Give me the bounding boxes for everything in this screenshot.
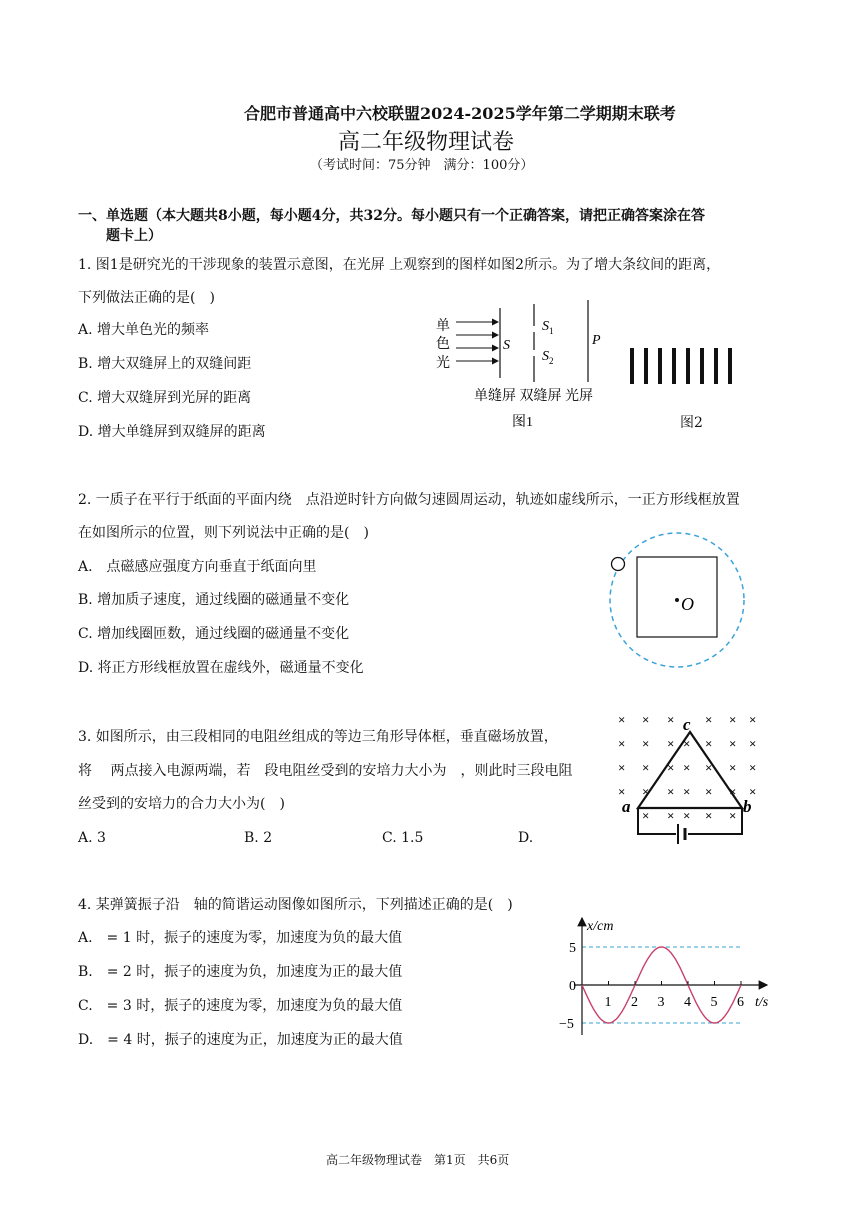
- svg-text:×: ×: [705, 736, 713, 751]
- svg-text:×: ×: [749, 760, 757, 775]
- svg-text:×: ×: [667, 736, 675, 751]
- square-coil: [637, 557, 717, 637]
- q2-stem-line1: 2. 一质子在平行于纸面的平面内绕 点沿逆时针方向做匀速圆周运动，轨迹如虚线所示，一正方形线框放置: [78, 492, 740, 508]
- svg-text:×: ×: [705, 784, 713, 799]
- x-tick-label: 1: [604, 995, 612, 1010]
- q1-stem-line2: 下列做法正确的是( ): [78, 290, 215, 306]
- q1-figure-1: [430, 300, 610, 435]
- q1-figure-2-fringes: [630, 348, 736, 384]
- q1-option-b[interactable]: B. 增大双缝屏上的双缝间距: [78, 356, 252, 372]
- y-tick-label: 5: [569, 941, 576, 956]
- svg-text:×: ×: [729, 784, 737, 799]
- fig2-caption: 图2: [680, 415, 703, 431]
- label-s: S: [503, 338, 510, 353]
- vertex-c-label: c: [683, 715, 691, 734]
- screen-names: 单缝屏 双缝屏 光屏: [474, 389, 593, 404]
- svg-text:×: ×: [705, 760, 713, 775]
- q2-stem-line2: 在如图所示的位置，则下列说法中正确的是( ): [78, 525, 369, 541]
- svg-text:×: ×: [667, 808, 675, 823]
- svg-text:×: ×: [729, 712, 737, 727]
- q2-option-a[interactable]: A. 点磁感应强度方向垂直于纸面向里: [78, 559, 317, 575]
- label-s2: $S_2$: [542, 349, 554, 366]
- y-tick-label: −5: [559, 1017, 574, 1032]
- x-axis-label: t/s: [755, 995, 769, 1010]
- svg-text:×: ×: [642, 808, 650, 823]
- proton: [612, 558, 625, 571]
- source-char-3: 光: [436, 356, 450, 371]
- vertex-b-label: b: [743, 797, 752, 816]
- svg-text:×: ×: [749, 736, 757, 751]
- q3-stem-line1: 3. 如图所示，由三段相同的电阻丝组成的等边三角形导体框，垂直磁场放置，: [78, 729, 558, 745]
- svg-text:×: ×: [642, 784, 650, 799]
- svg-text:×: ×: [618, 736, 626, 751]
- svg-text:×: ×: [642, 736, 650, 751]
- svg-text:×: ×: [705, 808, 713, 823]
- page-footer: 高二年级物理试卷 第1页 共6页: [326, 1153, 510, 1167]
- exam-title: 合肥市普通高中六校联盟2024-2025学年第二学期期末联考: [244, 104, 676, 123]
- subject-title: 高二年级物理试卷: [338, 130, 515, 155]
- svg-text:×: ×: [729, 808, 737, 823]
- q3-option-c[interactable]: C. 1.5: [382, 830, 424, 846]
- svg-text:×: ×: [749, 784, 757, 799]
- svg-text:×: ×: [667, 712, 675, 727]
- svg-text:×: ×: [749, 712, 757, 727]
- label-s1: $S_1$: [542, 319, 554, 336]
- x-tick-label: 3: [657, 995, 665, 1010]
- q1-option-a[interactable]: A. 增大单色光的频率: [78, 322, 210, 338]
- x-tick-label: 2: [631, 995, 638, 1010]
- svg-text:×: ×: [642, 760, 650, 775]
- svg-text:×: ×: [729, 760, 737, 775]
- y-axis-label: x/cm: [587, 919, 614, 934]
- q1-option-c[interactable]: C. 增大双缝屏到光屏的距离: [78, 390, 252, 406]
- section-heading: 一、单选题（本大题共8小题，每小题4分，共32分。每小题只有一个正确答案，请把正确答案涂在答: [78, 208, 705, 224]
- svg-text:×: ×: [683, 784, 691, 799]
- svg-text:×: ×: [667, 760, 675, 775]
- svg-text:×: ×: [618, 760, 626, 775]
- svg-text:×: ×: [618, 784, 626, 799]
- q1-option-d[interactable]: D. 增大单缝屏到双缝屏的距离: [78, 424, 266, 440]
- center-label: O: [681, 594, 694, 614]
- q3-stem-line2: 将 两点接入电源两端，若 段电阻丝受到的安培力大小为 ，则此时三段电阻: [78, 763, 573, 779]
- center-point: [675, 598, 679, 602]
- label-p: P: [592, 333, 601, 348]
- exam-info: （考试时间：75分钟 满分：100分）: [310, 158, 534, 173]
- vertex-a-label: a: [622, 797, 631, 816]
- q1-stem-line1: 1. 图1是研究光的干涉现象的装置示意图，在光屏 上观察到的图样如图2所示。为了增大条纹间的距离，: [78, 257, 721, 273]
- svg-text:×: ×: [667, 784, 675, 799]
- q2-option-c[interactable]: C. 增加线圈匝数，通过线圈的磁通量不变化: [78, 626, 350, 642]
- svg-text:×: ×: [683, 736, 691, 751]
- source-char-2: 色: [436, 337, 450, 352]
- q3-figure: [612, 708, 762, 856]
- q2-option-b[interactable]: B. 增加质子速度，通过线圈的磁通量不变化: [78, 592, 350, 608]
- q3-option-b[interactable]: B. 2: [244, 830, 273, 846]
- svg-text:×: ×: [683, 808, 691, 823]
- svg-text:×: ×: [642, 712, 650, 727]
- q3-stem-line3: 丝受到的安培力的合力大小为( ): [78, 796, 285, 812]
- q4-option-c[interactable]: C. = 3 时，振子的速度为零，加速度为负的最大值: [78, 998, 403, 1014]
- q4-option-a[interactable]: A. = 1 时，振子的速度为零，加速度为负的最大值: [78, 930, 403, 946]
- q4-stem: 4. 某弹簧振子沿 轴的简谐运动图像如图所示，下列描述正确的是( ): [78, 897, 513, 913]
- svg-text:×: ×: [683, 760, 691, 775]
- y-tick-label: 0: [569, 979, 576, 994]
- x-tick-label: 4: [684, 995, 691, 1010]
- q2-option-d[interactable]: D. 将正方形线框放置在虚线外，磁通量不变化: [78, 660, 364, 676]
- q4-vibration-chart: [555, 912, 785, 1052]
- svg-text:×: ×: [618, 712, 626, 727]
- svg-text:×: ×: [729, 736, 737, 751]
- q4-option-d[interactable]: D. = 4 时，振子的速度为正，加速度为正的最大值: [78, 1032, 403, 1048]
- q2-figure: [605, 530, 750, 670]
- x-tick-label: 6: [737, 995, 744, 1010]
- section-heading-cont: 题卡上）: [106, 228, 162, 244]
- q3-option-a[interactable]: A. 3: [78, 830, 106, 846]
- fig1-caption: 图1: [512, 415, 533, 430]
- svg-text:×: ×: [705, 712, 713, 727]
- source-char-1: 单: [436, 319, 450, 334]
- q3-option-d[interactable]: D.: [518, 830, 534, 846]
- q4-option-b[interactable]: B. = 2 时，振子的速度为负，加速度为正的最大值: [78, 964, 403, 980]
- x-tick-label: 5: [710, 995, 718, 1010]
